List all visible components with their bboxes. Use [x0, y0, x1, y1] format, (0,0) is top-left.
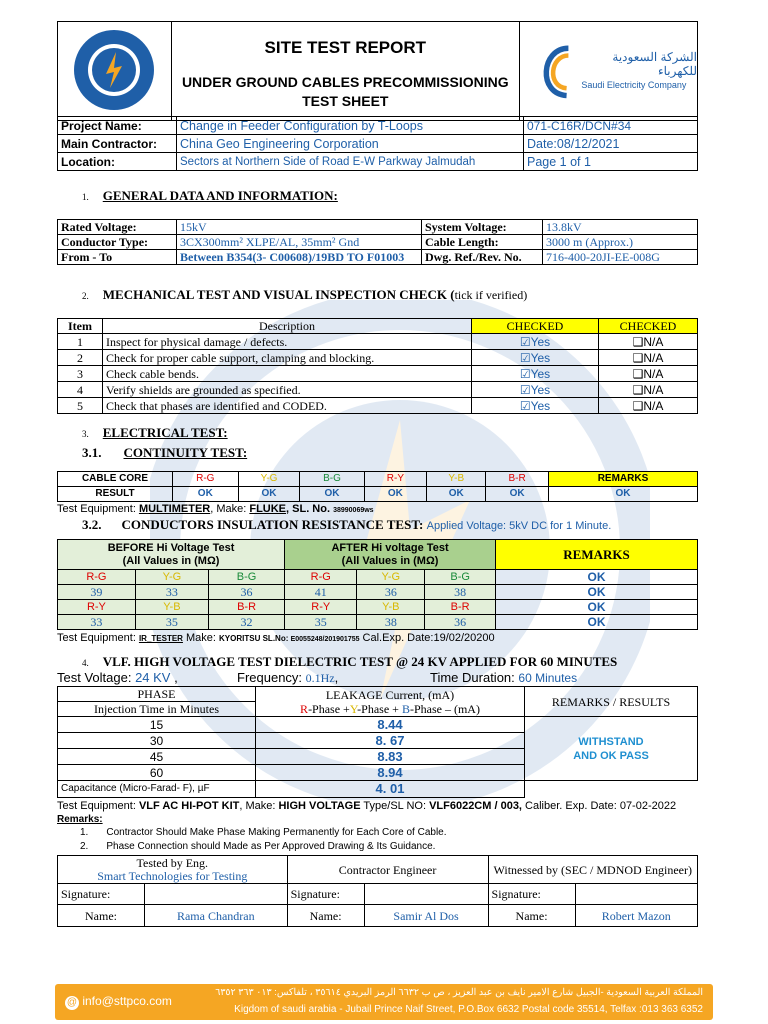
report-subtitle-1: UNDER GROUND CABLES PRECOMMISSIONING — [181, 74, 509, 90]
ir-after-value: 35 — [285, 615, 357, 630]
section-4-heading — [82, 654, 617, 670]
ir-after-value: 38 — [357, 615, 425, 630]
vlf-remarks-header: REMARKS / RESULTS — [525, 687, 698, 717]
section-2-number: 2. — [82, 291, 89, 301]
section-3-number: 3. — [82, 429, 89, 439]
dwg-value: 716-400-20JI-EE-008G — [543, 250, 698, 265]
report-date: Date:08/12/2021 — [524, 135, 698, 153]
remark-1: 1. Contractor Should Make Phase Making Permanently for Each Core of Cable. — [80, 827, 447, 838]
continuity-result: OK — [486, 487, 549, 502]
section-31-title: CONTINUITY TEST: — [123, 445, 248, 460]
sec-logo-arabic: الشركة السعودية للكهرباء — [612, 50, 697, 78]
leakage-header: LEAKAGE Current, (mA) R-Phase +Y-Phase + B-Phase – (mA) — [256, 687, 525, 717]
section-1-heading — [82, 188, 338, 204]
checkbox-na[interactable]: ❑N/A — [599, 350, 698, 366]
leakage-value: 8.94 — [256, 765, 525, 781]
inspection-row — [58, 366, 698, 382]
signature-label: Signature: — [488, 884, 575, 905]
cable-length-label: Cable Length: — [422, 235, 543, 250]
ir-phase-label: B-R — [208, 600, 284, 615]
injection-header: Injection Time in Minutes — [58, 702, 256, 717]
ir-remark-ok: OK — [496, 585, 698, 600]
cont-core-b-r: B-R — [486, 472, 549, 487]
section-2-title-tail: tick if verified) — [454, 288, 528, 302]
item-description: Check that phases are identified and CODED. — [103, 398, 472, 414]
item-number: 2 — [58, 350, 103, 366]
ir-remark-ok: OK — [496, 600, 698, 615]
checkbox-na[interactable]: ❑N/A — [599, 382, 698, 398]
sec-logo-english: Saudi Electricity Company — [581, 80, 687, 90]
section-3-title: ELECTRICAL TEST: — [102, 425, 228, 440]
ir-phase-label: Y-B — [357, 600, 425, 615]
ir-after-value: 36 — [357, 585, 425, 600]
contractor-name: Samir Al Dos — [364, 905, 488, 927]
vlf-equipment: Test Equipment: VLF AC HI-POT KIT, Make: HIGH VOLTAGE Type/SL NO: VLF6022CM / 003, Caliber. Exp. Date: 07-02-2022 — [57, 800, 677, 812]
contractor-engineer-header: Contractor Engineer — [287, 856, 488, 884]
footer-address-ar: المملكة العربية السعودية -الجبيل شارع الامير نايف بن عبد العزيز ، ص ب ٦٦٣٢ الرمز البريدي ٣٥٦١٤ ، تلفاكس: ٠١٣ ٣٦٣ ٦٣٥٢ — [215, 987, 703, 998]
contractor-value: China Geo Engineering Corporation — [177, 135, 524, 153]
inspection-row — [58, 350, 698, 366]
footer-email[interactable]: @ info@sttpco.com — [66, 994, 172, 1008]
signature-box-contractor — [364, 884, 488, 905]
sec-logo — [532, 36, 578, 106]
checkbox-na[interactable]: ❑N/A — [599, 398, 698, 414]
ir-before-header: BEFORE Hi Voltage Test (All Values in (MΩ) — [58, 540, 285, 570]
result-line-2: AND OK PASS — [573, 749, 649, 762]
item-number: 5 — [58, 398, 103, 414]
col-description: Description — [103, 319, 472, 334]
footer-address-en: Kigdom of saudi arabia - Jubail Prince Naif Street, P.O.Box 6632 Postal code 35514, Telfax :013 363 6352 — [234, 1004, 703, 1015]
ir-phase-label: Y-G — [357, 570, 425, 585]
signature-label: Signature: — [287, 884, 364, 905]
system-voltage-label: System Voltage: — [422, 220, 543, 235]
conductor-type-value: 3CX300mm² XLPE/AL, 35mm² Gnd — [177, 235, 422, 250]
continuity-equipment: Test Equipment: MULTIMETER, Make: FLUKE, SL. No. 38990069ws — [57, 503, 374, 515]
ir-phase-label: R-G — [285, 570, 357, 585]
ir-phase-label: Y-B — [135, 600, 208, 615]
section-1-title: GENERAL DATA AND INFORMATION: — [102, 188, 338, 203]
continuity-result: OK — [364, 487, 427, 502]
dwg-label: Dwg. Ref./Rev. No. — [422, 250, 543, 265]
ir-before-value: 39 — [58, 585, 136, 600]
leakage-value: 8.44 — [256, 717, 525, 733]
report-title: SITE TEST REPORT — [264, 38, 427, 57]
ir-phase-label: B-G — [208, 570, 284, 585]
continuity-table — [57, 471, 698, 502]
cable-core-label: CABLE CORE — [58, 472, 173, 487]
result-line-1: WITHSTAND — [578, 735, 644, 748]
signature-box-tested — [145, 884, 288, 905]
col-item: Item — [58, 319, 103, 334]
ir-before-value: 33 — [135, 585, 208, 600]
header-table — [57, 21, 698, 121]
section-31-heading — [82, 445, 247, 461]
general-data-table — [57, 219, 698, 265]
inspection-row — [58, 398, 698, 414]
section-32-number: 3.2. — [82, 517, 102, 532]
ir-before-value: 33 — [58, 615, 136, 630]
cont-core-r-g: R-G — [173, 472, 239, 487]
cont-core-b-g: B-G — [300, 472, 364, 487]
title-cell — [171, 22, 519, 121]
insulation-table — [57, 539, 698, 630]
leakage-value: 8.83 — [256, 749, 525, 765]
system-voltage-value: 13.8kV — [543, 220, 698, 235]
ir-phase-label: R-Y — [285, 600, 357, 615]
capacitance-label: Capacitance (Micro-Farad- F), µF — [58, 781, 256, 798]
ir-phase-label: B-R — [425, 600, 496, 615]
name-label: Name: — [58, 905, 145, 927]
item-number: 3 — [58, 366, 103, 382]
item-description: Inspect for physical damage / defects. — [103, 334, 472, 350]
rated-voltage-label: Rated Voltage: — [58, 220, 177, 235]
item-number: 1 — [58, 334, 103, 350]
col-checked-na: CHECKED — [599, 319, 698, 334]
name-label: Name: — [488, 905, 575, 927]
section-2-heading — [82, 287, 527, 303]
section-32-heading — [82, 517, 611, 533]
tester-name: Rama Chandran — [145, 905, 288, 927]
ir-phase-label: R-G — [58, 570, 136, 585]
ir-before-value: 35 — [135, 615, 208, 630]
injection-time: 45 — [58, 749, 256, 765]
ir-after-value: 36 — [425, 615, 496, 630]
ir-label-row — [58, 570, 698, 585]
col-checked-yes: CHECKED — [472, 319, 599, 334]
vlf-result — [525, 717, 698, 781]
continuity-result: OK — [173, 487, 239, 502]
signature-label: Signature: — [58, 884, 145, 905]
ir-equipment: Test Equipment: IR_TESTER Make: KYORITSU SL.No: E0055248/201901755 Cal.Exp. Date:19/02/20200 — [57, 632, 495, 644]
ir-before-value: 36 — [208, 585, 284, 600]
ir-phase-label: B-G — [425, 570, 496, 585]
section-31-number: 3.1. — [82, 445, 102, 460]
ir-remark-ok: OK — [496, 615, 698, 630]
name-label: Name: — [287, 905, 364, 927]
ir-after-value: 41 — [285, 585, 357, 600]
injection-time: 60 — [58, 765, 256, 781]
signature-table — [57, 855, 698, 927]
ir-remarks-header: REMARKS — [496, 540, 698, 570]
signature-box-witness — [575, 884, 697, 905]
inspection-table — [57, 318, 698, 414]
page-number: Page 1 of 1 — [524, 153, 698, 171]
checkbox-yes[interactable]: ☑Yes — [472, 366, 599, 382]
section-4-title: VLF. HIGH VOLTAGE TEST DIELECTRIC TEST @ 24 KV APPLIED FOR 60 MINUTES — [102, 654, 618, 669]
rated-voltage-value: 15kV — [177, 220, 422, 235]
ir-remark-ok: OK — [496, 570, 698, 585]
report-subtitle-2: TEST SHEET — [302, 93, 389, 109]
injection-time: 15 — [58, 717, 256, 733]
ir-value-row — [58, 585, 698, 600]
tested-by-cell: Tested by Eng. Smart Technologies for Testing — [58, 856, 288, 884]
ir-after-header: AFTER Hi voltage Test (All Values in (MΩ) — [285, 540, 496, 570]
project-name-value: Change in Feeder Configuration by T-Loops — [177, 117, 524, 135]
cont-core-y-g: Y-G — [238, 472, 300, 487]
item-description: Check for proper cable support, clamping and blocking. — [103, 350, 472, 366]
ir-phase-label: R-Y — [58, 600, 136, 615]
remarks-title: Remarks: — [57, 814, 103, 825]
sttp-logo — [58, 22, 170, 117]
continuity-result: OK — [300, 487, 364, 502]
cont-remarks-header: REMARKS — [548, 472, 697, 487]
leakage-value: 8. 67 — [256, 733, 525, 749]
project-info-table — [57, 116, 698, 171]
witness-name: Robert Mazon — [575, 905, 697, 927]
inspection-row — [58, 334, 698, 350]
conductor-type-label: Conductor Type: — [58, 235, 177, 250]
continuity-result: OK — [548, 487, 697, 502]
vlf-parameters: Test Voltage: 24 KV , Frequency: 0.1Hz, Time Duration: 60 Minutes — [57, 670, 578, 685]
from-to-label: From - To — [58, 250, 177, 265]
item-description: Verify shields are grounded as specified. — [103, 382, 472, 398]
phase-header: PHASE — [58, 687, 256, 702]
checkbox-yes[interactable]: ☑Yes — [472, 350, 599, 366]
footer-bar — [55, 984, 713, 1020]
continuity-result: OK — [238, 487, 300, 502]
project-name-label: Project Name: — [58, 117, 177, 135]
checkbox-yes[interactable]: ☑Yes — [472, 398, 599, 414]
contractor-label: Main Contractor: — [58, 135, 177, 153]
witnessed-header: Witnessed by (SEC / MDNOD Engineer) — [488, 856, 697, 884]
project-ref: 071-C16R/DCN#34 — [524, 117, 698, 135]
ir-phase-label: Y-G — [135, 570, 208, 585]
item-description: Check cable bends. — [103, 366, 472, 382]
section-4-number: 4. — [82, 658, 89, 668]
ir-value-row — [58, 615, 698, 630]
section-1-number: 1. — [82, 192, 89, 202]
continuity-result: OK — [427, 487, 486, 502]
section-3-heading — [82, 425, 228, 441]
inspection-row — [58, 382, 698, 398]
right-logo-cell — [519, 22, 697, 121]
mail-icon: @ — [66, 997, 78, 1008]
checkbox-yes[interactable]: ☑Yes — [472, 334, 599, 350]
ir-label-row — [58, 600, 698, 615]
section-32-title: CONDUCTORS INSULATION RESISTANCE TEST: — [121, 517, 424, 532]
section-32-applied-voltage: Applied Voltage: 5kV DC for 1 Minute. — [426, 520, 612, 532]
injection-time: 30 — [58, 733, 256, 749]
cont-core-r-y: R-Y — [364, 472, 427, 487]
ir-after-value: 38 — [425, 585, 496, 600]
cable-length-value: 3000 m (Approx.) — [543, 235, 698, 250]
section-2-title: MECHANICAL TEST AND VISUAL INSPECTION CHECK ( — [102, 287, 455, 302]
vlf-row — [58, 717, 698, 733]
checkbox-na[interactable]: ❑N/A — [599, 334, 698, 350]
checkbox-yes[interactable]: ☑Yes — [472, 382, 599, 398]
from-to-value: Between B354(3- C00608)/19BD TO F01003 — [177, 250, 422, 265]
item-number: 4 — [58, 382, 103, 398]
vlf-table — [57, 686, 698, 798]
capacitance-value: 4. 01 — [256, 781, 525, 798]
checkbox-na[interactable]: ❑N/A — [599, 366, 698, 382]
location-value: Sectors at Northern Side of Road E-W Parkway Jalmudah — [177, 153, 524, 171]
location-label: Location: — [58, 153, 177, 171]
ir-before-value: 32 — [208, 615, 284, 630]
remark-2: 2. Phase Connection should Made as Per Approved Drawing & Its Guidance. — [80, 841, 436, 852]
cont-core-y-b: Y-B — [427, 472, 486, 487]
left-logo-cell — [58, 22, 172, 121]
result-label: RESULT — [58, 487, 173, 502]
